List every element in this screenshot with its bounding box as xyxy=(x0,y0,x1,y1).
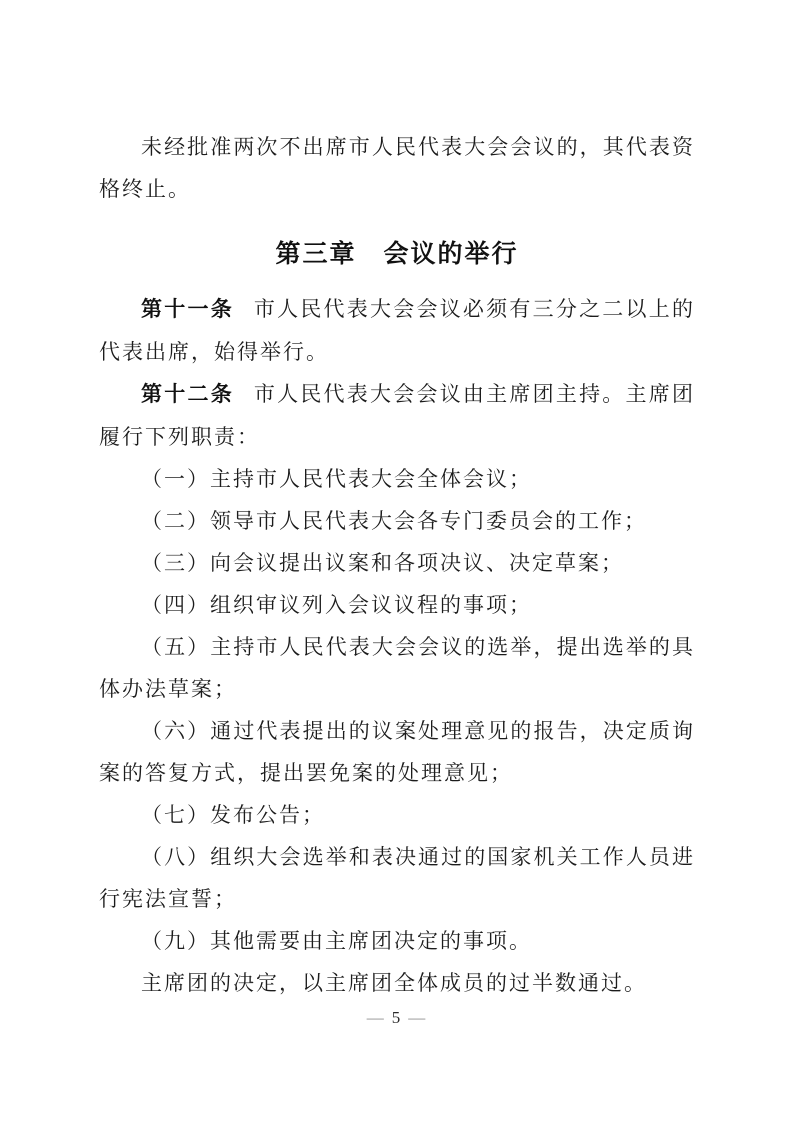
article-11 xyxy=(99,288,695,373)
page-number: 5 xyxy=(391,1008,402,1027)
list-item-2: （二）领导市人民代表大会各专门委员会的工作； xyxy=(141,509,647,533)
list-item-7: （七）发布公告； xyxy=(141,803,325,827)
list-item-5: （五）主持市人民代表大会会议的选举，提出选举的具体办法草案； xyxy=(99,635,695,701)
list-item-4: （四）组织审议列入会议议程的事项； xyxy=(141,593,532,617)
footer-left-dash: — xyxy=(366,1008,385,1027)
list-item-8: （八）组织大会选举和表决通过的国家机关工作人员进行宪法宣誓； xyxy=(99,845,695,911)
chapter-heading: 第三章 会议的举行 xyxy=(275,240,519,268)
page-footer xyxy=(0,1008,793,1028)
footer-right-dash: — xyxy=(408,1008,427,1027)
list-item-1: （一）主持市人民代表大会全体会议； xyxy=(141,467,532,491)
article-12-text: 市人民代表大会会议由主席团主持。主席团履行下列职责： xyxy=(99,382,695,449)
paragraph-intro: 未经批准两次不出席市人民代表大会会议的，其代表资格终止。 xyxy=(99,135,695,201)
article-11-text: 市人民代表大会会议必须有三分之二以上的代表出席，始得举行。 xyxy=(99,297,695,364)
list-item-9: （九）其他需要由主席团决定的事项。 xyxy=(141,929,532,953)
list-item-6: （六）通过代表提出的议案处理意见的报告，决定质询案的答复方式，提出罢免案的处理意见； xyxy=(99,719,695,785)
document-body xyxy=(99,126,695,1004)
article-12 xyxy=(99,373,695,458)
list-item-3: （三）向会议提出议案和各项决议、决定草案； xyxy=(141,551,624,575)
article-12-label: 第十二条 xyxy=(141,383,234,406)
article-11-label: 第十一条 xyxy=(141,298,234,321)
paragraph-closing: 主席团的决定，以主席团全体成员的过半数通过。 xyxy=(141,971,647,995)
